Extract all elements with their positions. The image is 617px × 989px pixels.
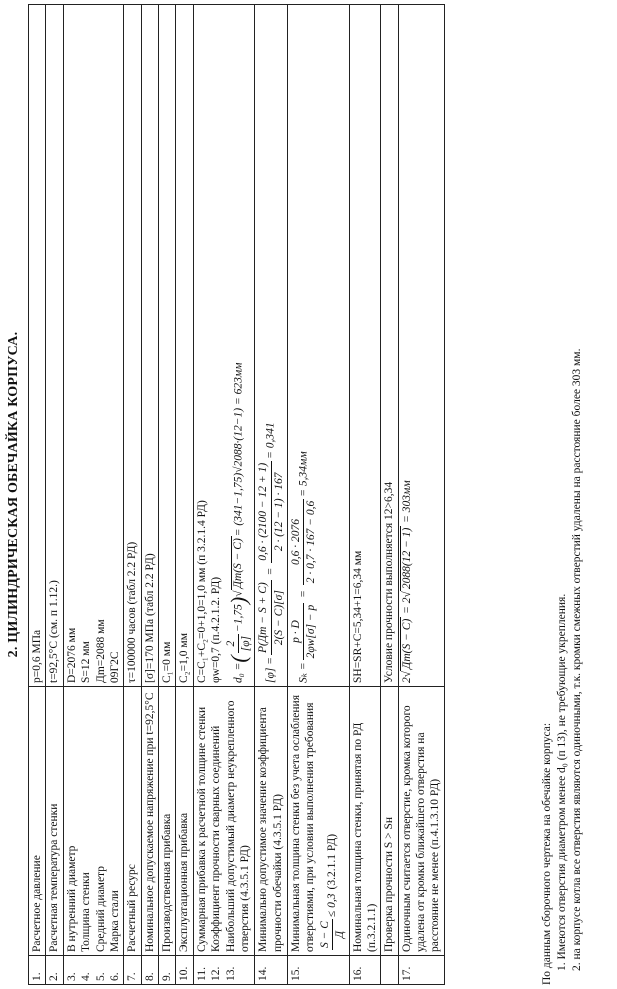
description-cell (288, 687, 350, 956)
description-text: Суммарная прибавка к расчетной толщине стенки (195, 706, 208, 952)
fraction (224, 634, 254, 653)
row-number: 12. (210, 966, 223, 981)
fraction-denominator: Д (334, 930, 347, 939)
formula-distance (400, 8, 414, 683)
description-text: Наибольший допустимый диаметр неукрепленного отверстия (4.3.5.1 РД) (224, 700, 251, 952)
row-number-cell (288, 956, 350, 985)
table-row (288, 5, 350, 985)
table-row (176, 5, 193, 985)
formula-radicand: Дm(S − C) (232, 538, 245, 589)
paren-close: ) (225, 596, 251, 605)
row-number: 10. (178, 966, 191, 981)
value-text: 09Г2С (108, 651, 121, 683)
table-row (398, 5, 444, 985)
row-number: 6. (108, 972, 121, 981)
row-number-cell (46, 956, 63, 985)
row-number-cell (255, 956, 288, 985)
fraction-numerator: 0,6 · 2076 (289, 499, 304, 586)
section-title: 2. ЦИЛИНДРИЧЕСКАЯ ОБЕЧАЙКА КОРПУСА. (6, 331, 21, 658)
value-cell (46, 5, 63, 687)
row-number-cell (193, 956, 255, 985)
fraction (256, 580, 286, 655)
description-text: Проверка прочности S > Sн (383, 816, 396, 952)
formula-result: = 303мм (400, 480, 413, 526)
description-cell (124, 687, 141, 956)
row-number: 16. (351, 966, 364, 981)
description-text: Одиночным считается отверстие, кромка которого удалена от кромки ближайшего отверстия на расстояние не менее (п.4.1.3.10 РД) (400, 705, 442, 952)
value-cell (176, 5, 193, 687)
value-text: S=12 мм (80, 641, 93, 683)
table-row (381, 5, 398, 985)
description-cell (349, 687, 381, 956)
value-text: C₂=1,0 мм (178, 633, 191, 683)
description-cell (398, 687, 444, 956)
description-cell (29, 687, 46, 956)
value-cell (381, 5, 398, 687)
fraction-numerator: p · D (289, 603, 304, 661)
description-cell (255, 687, 288, 956)
value-cell (124, 5, 141, 687)
fraction (289, 603, 319, 661)
row-number: 11. (195, 967, 208, 981)
table-row (63, 5, 124, 985)
value-cell (63, 5, 124, 687)
paren-open: ( (225, 655, 251, 663)
table-row (255, 5, 288, 985)
description-text: (3.2.1.1 РД) (326, 833, 339, 890)
description-text: Минимально допустимое значение коэффициента прочности обечайки (4.3.5.1 РД) (257, 707, 284, 952)
formula-sk: Sₖ = p · D 2φw[σ] − p = 0,6 · 2076 2 · 0,7 · 167 − 0,6 = 5,34мм (290, 451, 318, 683)
row-number: 14. (257, 966, 270, 981)
value-cell (349, 5, 381, 687)
row-number: 13. (224, 966, 237, 981)
table-row (159, 5, 176, 985)
row-number: 5. (94, 972, 107, 981)
formula-lhs: [φ] = (264, 657, 277, 683)
value-cell (193, 5, 255, 687)
fraction-denominator: 2(S − C)[σ] (272, 590, 285, 646)
value-cell (255, 5, 288, 687)
row-number: 17. (400, 966, 413, 981)
description-cell (63, 687, 124, 956)
description-cell (159, 687, 176, 956)
description-cell (141, 687, 158, 956)
row-number-cell (349, 956, 381, 985)
description-text: Толщина стенки (80, 872, 93, 952)
table-row (141, 5, 158, 985)
value-text: SН=SR+C=5,34+1=6,34 мм (351, 550, 364, 683)
description-text: Коэффициент прочности сварных соединений (210, 725, 223, 952)
fraction-denominator: 2 · (12 − 1) · 167 (272, 472, 285, 552)
row-number: 3. (65, 972, 78, 981)
formula-lhs: Sₖ = (297, 662, 310, 683)
row-number: 1. (31, 972, 43, 981)
value-text: [σ]=170 МПа (табл 2.2 РД) (143, 553, 156, 683)
value-cell (398, 5, 444, 687)
table-row (29, 5, 46, 985)
fraction-numerator: 0,6 · (2100 − 12 + 1) (256, 461, 271, 563)
notes-intro: По данным сборочного чертежа на обечайке корпуса: (541, 722, 553, 985)
value-text: C₁=0 мм (161, 641, 173, 683)
value-text: C=C₁+C₂=0+1,0=1,0 мм (п 3.2.1.4 РД) (195, 500, 208, 683)
description-cell (176, 687, 193, 956)
formula-term: −1,75 (232, 604, 245, 632)
description-text: Производственная прибавка (161, 813, 173, 952)
row-number: 2. (48, 972, 61, 981)
formula-term: = 2√ (400, 591, 413, 617)
description-text: Номинальное допускаемое напряжение при t=92,5°С (143, 692, 156, 952)
formula-lhs: d₀ = (232, 662, 245, 683)
formula-result: = (341−1,75)√2088·(12−1) = 623мм (232, 362, 245, 537)
fraction-denominator: 2φw[σ] − p (305, 604, 318, 659)
row-number-cell (159, 956, 176, 985)
row-number: 7. (126, 972, 139, 981)
value-text: Условие прочности выполняется 12>6,34 (383, 481, 396, 683)
row-number-cell (124, 956, 141, 985)
value-text: p=0,6 МПа (31, 629, 43, 683)
value-text: D=2076 мм (65, 627, 78, 683)
row-number-cell (29, 956, 46, 985)
fraction (318, 919, 348, 950)
description-text: Средний диаметр (94, 866, 107, 952)
value-text: t=92,5°С (см. п 1.12.) (48, 580, 61, 683)
formula-lhs: 2√ (400, 670, 413, 683)
fraction-numerator: P(Дm − S + C) (256, 580, 271, 655)
table-row (124, 5, 141, 985)
description-text: Марка стали (108, 890, 121, 952)
row-number: 8. (143, 972, 156, 981)
fraction (256, 461, 286, 563)
value-text: τ=100000 часов (табл 2.2 РД) (126, 541, 139, 683)
formula-radicand: Дm(S − C) (400, 618, 413, 669)
formula-radicand: 2088(12 − 1) (400, 527, 413, 590)
table-row (46, 5, 63, 985)
note-item: 1. Имеются отверстия диаметром менее d₀ (п 13), не требующие укрепления. (555, 593, 568, 971)
value-text: Дm=2088 мм (94, 619, 107, 683)
description-text: Эксплуатационная прибавка (178, 812, 191, 952)
calculation-table (28, 4, 445, 985)
fraction-numerator: S − C (318, 919, 333, 950)
value-cell (141, 5, 158, 687)
description-text: Номинальная толщина стенки, принятая по РД (п.3.2.1.1) (351, 722, 378, 952)
fraction-numerator: 2 (224, 634, 239, 653)
row-number: 4. (80, 972, 93, 981)
table-row (349, 5, 381, 985)
condition-rhs: ≤ 0,3 (326, 893, 339, 918)
description-cell (193, 687, 255, 956)
value-cell (29, 5, 46, 687)
row-number-cell (398, 956, 444, 985)
note-item: 2. на корпусе котла все отверстия являются одиночными, т.к. кромки смежных отверстий удалены на расстояние более 303 мм. (570, 348, 583, 971)
formula-result: = 5,34мм (297, 451, 310, 497)
value-text: φw=0,7 (п.4.2.1.2. РД) (210, 576, 223, 683)
formula-d0: d₀ =( 2 [φ] −1,75)√Дm(S − C)= (341−1,75)√2088·(12−1) = 623мм (224, 362, 252, 683)
row-number-cell (141, 956, 158, 985)
fraction (289, 499, 319, 586)
condition-formula (318, 893, 347, 953)
description-text: Расчетная температура стенки (48, 803, 61, 952)
row-number-cell (63, 956, 124, 985)
formula-phi: [φ] = P(Дm − S + C) 2(S − C)[σ] = 0,6 · (2100 − 12 + 1) 2 · (12 − 1) · 167 = 0,341 (257, 422, 285, 683)
description-text: Расчетный ресурс (126, 864, 139, 952)
description-cell (381, 687, 398, 956)
description-text: Минимальная толщина стенки без учета ослабления отверстиями, при условии выполнения требования (290, 695, 317, 952)
value-cell (288, 5, 350, 687)
row-number: 9. (161, 972, 173, 981)
description-cell (46, 687, 63, 956)
formula-result: = 0,341 (264, 422, 277, 459)
value-cell (159, 5, 176, 687)
row-number-cell (381, 956, 398, 985)
description-text: Расчетное давление (31, 855, 43, 952)
fraction-denominator: [φ] (239, 635, 252, 652)
fraction-denominator: 2 · 0,7 · 167 − 0,6 (305, 500, 318, 584)
row-number-cell (176, 956, 193, 985)
row-number: 15. (290, 966, 302, 981)
table-row (193, 5, 255, 985)
description-text: В нутренний диаметр (65, 845, 78, 952)
notes-block (540, 4, 585, 985)
